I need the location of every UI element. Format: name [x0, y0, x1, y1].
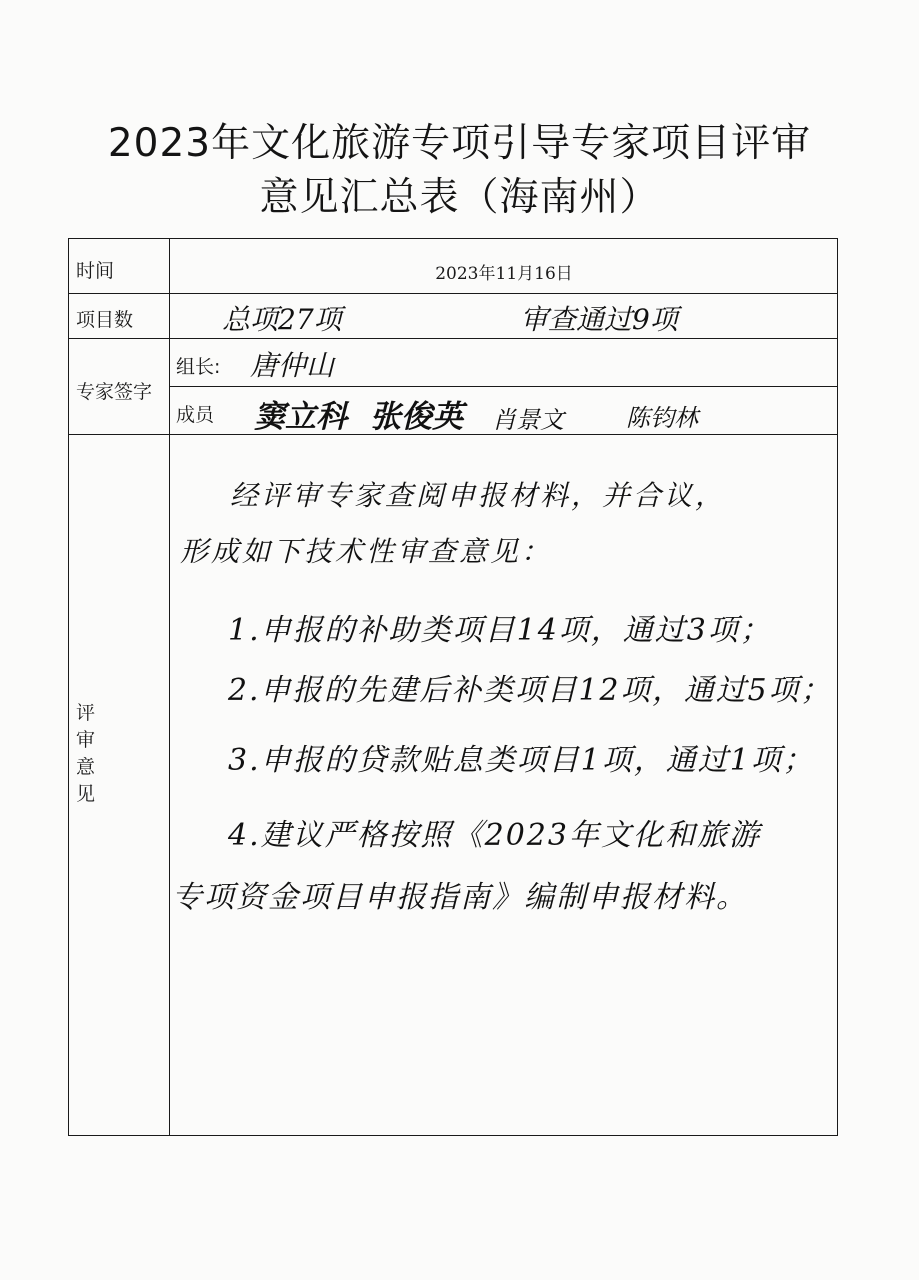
opinion-intro-line2: 形成如下技术性审查意见： — [180, 535, 553, 568]
review-opinion-label-char: 评 — [76, 702, 96, 724]
expert-signature-label: 专家签字 — [76, 381, 153, 403]
members-label: 成员 — [176, 404, 215, 426]
review-opinion-label-char: 意 — [76, 756, 96, 778]
row-divider-time — [68, 293, 838, 294]
review-opinion-label — [76, 700, 100, 808]
project-count-passed: 审查通过9项 — [520, 303, 678, 336]
opinion-item-4-line1: 4.建议严格按照《2023年文化和旅游 — [228, 818, 761, 853]
row-divider-count — [68, 338, 838, 339]
review-opinion-label-char: 见 — [76, 783, 96, 805]
review-opinion-label-char: 审 — [76, 729, 96, 751]
document-title-line2: 意见汇总表（海南州） — [259, 175, 660, 220]
member-signature-4: 陈钧林 — [626, 404, 698, 432]
column-divider — [169, 238, 170, 1136]
time-value: 2023年11月16日 — [435, 264, 573, 284]
row-divider-leader — [170, 386, 838, 387]
leader-label: 组长: — [176, 356, 221, 378]
leader-signature: 唐仲山 — [250, 349, 335, 382]
opinion-item-3: 3.申报的贷款贴息类项目1项，通过1项； — [228, 743, 815, 778]
opinion-item-4-line2: 专项资金项目申报指南》编制申报材料。 — [172, 880, 748, 915]
opinion-item-1: 1.申报的补助类项目14项，通过3项； — [228, 613, 772, 648]
time-label: 时间 — [76, 260, 115, 282]
project-count-label: 项目数 — [76, 309, 134, 331]
member-signature-2: 张俊英 — [370, 399, 463, 435]
project-count-total: 总项27项 — [222, 303, 342, 336]
opinion-item-2: 2.申报的先建后补类项目12项，通过5项； — [228, 673, 833, 708]
opinion-intro-line1: 经评审专家查阅申报材料，并合议， — [230, 479, 727, 512]
member-signature-3: 肖景文 — [492, 406, 564, 434]
document-title-line1: 2023年文化旅游专项引导专家项目评审 — [107, 121, 812, 166]
member-signature-1: 窦立科 — [254, 399, 347, 435]
